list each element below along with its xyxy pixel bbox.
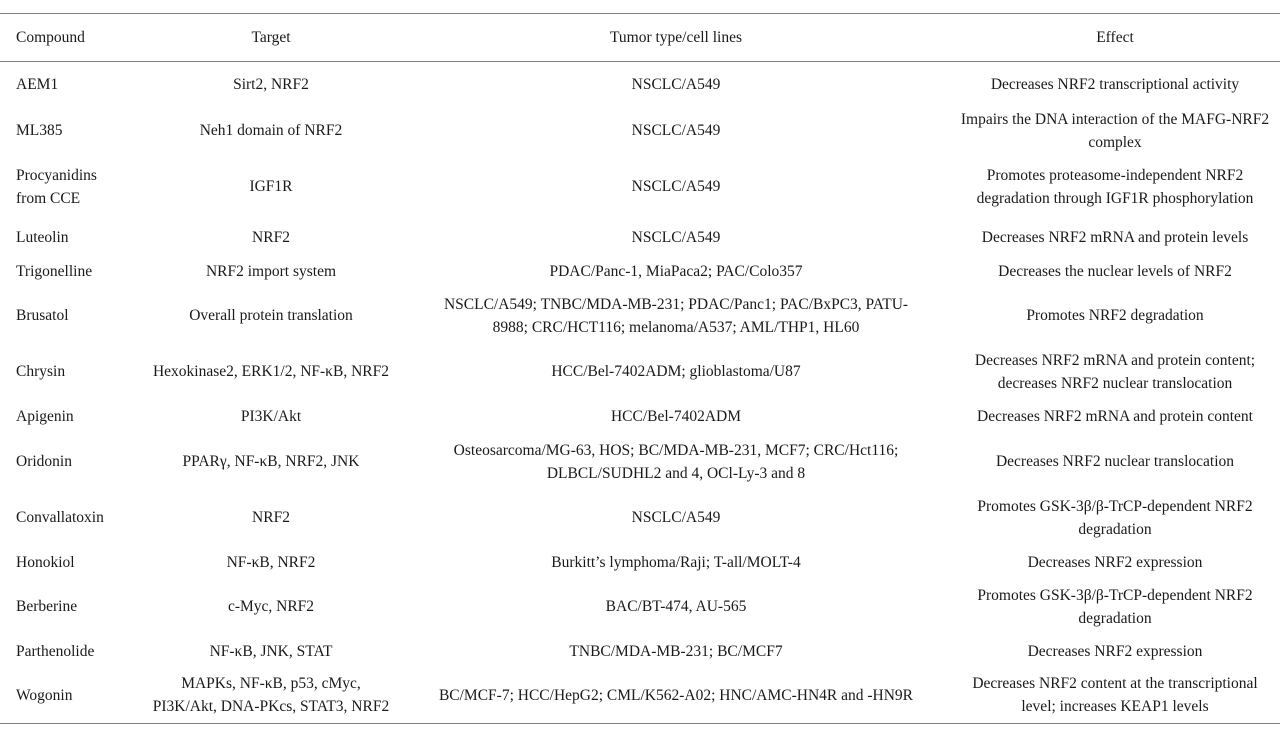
cell-target-line: NRF2 — [252, 509, 290, 526]
cell-effect — [934, 220, 1280, 255]
cell-target — [124, 668, 418, 724]
table-row — [0, 635, 1280, 668]
cell-tumor-line: BAC/BT-474, AU-565 — [605, 598, 747, 615]
cell-effect-line: Promotes GSK-3β/β-TrCP-dependent NRF2 — [977, 497, 1253, 515]
cell-effect-line: Decreases NRF2 mRNA and protein levels — [981, 228, 1249, 246]
table-row — [0, 255, 1280, 288]
cell-target-line: NRF2 — [252, 228, 290, 246]
cell-target-line: NF-κB, JNK, STAT — [209, 642, 333, 660]
cell-compound-line: Convallatoxin — [16, 509, 104, 526]
cell-compound-line: Wogonin — [16, 686, 73, 704]
table-header — [0, 14, 1280, 62]
cell-compound — [0, 546, 124, 579]
cell-tumor-line: BC/MCF-7; HCC/HepG2; CML/K562-A02; HNC/AMC-HN4R and -HN9R — [438, 686, 914, 704]
cell-effect-line: decreases NRF2 nuclear translocation — [997, 374, 1233, 392]
cell-effect-line: Decreases NRF2 content at the transcriptional — [972, 675, 1258, 693]
header-effect: Effect — [1096, 29, 1134, 46]
cell-effect-line: Decreases NRF2 nuclear translocation — [995, 453, 1234, 470]
cell-compound — [0, 108, 124, 154]
cell-tumor-line: NSCLC/A549 — [631, 178, 721, 195]
cell-effect — [934, 490, 1280, 546]
cell-tumor — [418, 400, 934, 434]
cell-target-line: PI3K/Akt, DNA-PKcs, STAT3, NRF2 — [152, 698, 390, 716]
cell-target-line: Hexokinase2, ERK1/2, NF-κB, NRF2 — [152, 363, 389, 380]
cell-tumor-line: Burkitt’s lymphoma/Raji; T-all/MOLT-4 — [551, 553, 801, 571]
cell-compound-line: from CCE — [16, 189, 81, 207]
cell-tumor-line: NSCLC/A549 — [631, 122, 721, 139]
cell-effect-line: Decreases NRF2 mRNA and protein content; — [974, 351, 1256, 369]
cell-target-line: PI3K/Akt — [240, 408, 302, 425]
table-body — [0, 62, 1280, 724]
cell-tumor-line: HCC/Bel-7402ADM; glioblastoma/U87 — [551, 363, 801, 380]
cell-compound-line: Parthenolide — [16, 642, 95, 660]
header-tumor: Tumor type/cell lines — [609, 29, 743, 46]
cell-compound — [0, 344, 124, 400]
header-compound: Compound — [16, 29, 85, 46]
cell-effect — [934, 344, 1280, 400]
cell-compound — [0, 154, 124, 220]
table-row — [0, 490, 1280, 546]
table-row — [0, 108, 1280, 154]
table-row — [0, 62, 1280, 108]
cell-target-line: Neh1 domain of NRF2 — [199, 122, 343, 139]
cell-effect-line: Impairs the DNA interaction of the MAFG-NRF2 — [960, 110, 1270, 128]
cell-compound — [0, 400, 124, 434]
cell-compound — [0, 434, 124, 490]
cell-target-line: IGF1R — [249, 178, 293, 195]
cell-effect-line: Promotes GSK-3β/β-TrCP-dependent NRF2 — [977, 586, 1253, 604]
cell-target-line: PPARγ, NF-κB, NRF2, JNK — [182, 453, 360, 470]
cell-compound-line: ML385 — [16, 122, 63, 139]
cell-tumor — [418, 62, 934, 108]
cell-target-line: MAPKs, NF-κB, p53, cMyc, — [181, 675, 361, 693]
cell-tumor-line: DLBCL/SUDHL2 and 4, OCl-Ly-3 and 8 — [546, 464, 806, 482]
cell-compound — [0, 220, 124, 255]
cell-effect-line: complex — [1088, 133, 1142, 151]
cell-effect-line: Decreases NRF2 mRNA and protein content — [977, 408, 1253, 425]
cell-effect-line: Decreases the nuclear levels of NRF2 — [998, 262, 1232, 280]
cell-target — [124, 220, 418, 255]
cell-effect-line: Decreases NRF2 expression — [1027, 553, 1203, 571]
cell-target — [124, 579, 418, 635]
cell-target — [124, 288, 418, 344]
cell-target — [124, 546, 418, 579]
cell-effect-line: Decreases NRF2 transcriptional activity — [990, 76, 1240, 94]
cell-tumor — [418, 108, 934, 154]
cell-target — [124, 255, 418, 288]
table-row — [0, 220, 1280, 255]
cell-tumor-line: TNBC/MDA-MB-231; BC/MCF7 — [569, 642, 783, 660]
cell-compound-line: Brusatol — [16, 307, 69, 324]
cell-compound — [0, 255, 124, 288]
cell-effect — [934, 108, 1280, 154]
cell-target-line: c-Myc, NRF2 — [227, 598, 315, 615]
cell-compound — [0, 490, 124, 546]
cell-compound-line: Procyanidins — [16, 166, 97, 184]
cell-tumor-line: NSCLC/A549 — [631, 228, 721, 246]
table-row — [0, 546, 1280, 579]
table-row — [0, 579, 1280, 635]
cell-tumor — [418, 579, 934, 635]
cell-target-line: NRF2 import system — [205, 262, 337, 280]
cell-tumor-line: Osteosarcoma/MG-63, HOS; BC/MDA-MB-231, MCF7; CRC/Hct116; — [453, 441, 899, 459]
cell-tumor-line: 8988; CRC/HCT116; melanoma/A537; AML/THP1, HL60 — [492, 318, 860, 336]
cell-target — [124, 400, 418, 434]
cell-effect-line: degradation through IGF1R phosphorylation — [976, 189, 1254, 207]
cell-tumor — [418, 220, 934, 255]
table-row — [0, 434, 1280, 490]
header-row — [0, 14, 1280, 62]
cell-compound-line: Luteolin — [16, 228, 69, 246]
cell-target-line: NF-κB, NRF2 — [226, 553, 316, 571]
cell-effect — [934, 288, 1280, 344]
table-row — [0, 344, 1280, 400]
cell-target — [124, 635, 418, 668]
cell-tumor — [418, 434, 934, 490]
cell-tumor-line: NSCLC/A549 — [631, 509, 721, 526]
cell-effect — [934, 255, 1280, 288]
cell-effect-line: level; increases KEAP1 levels — [1021, 698, 1209, 716]
cell-tumor — [418, 255, 934, 288]
cell-effect — [934, 154, 1280, 220]
cell-target — [124, 434, 418, 490]
cell-compound — [0, 288, 124, 344]
cell-compound — [0, 62, 124, 108]
cell-tumor-line: NSCLC/A549; TNBC/MDA-MB-231; PDAC/Panc1; PAC/BxPC3, PATU- — [443, 295, 909, 313]
table-row — [0, 668, 1280, 724]
cell-tumor-line: HCC/Bel-7402ADM — [610, 408, 742, 425]
cell-tumor — [418, 344, 934, 400]
cell-tumor-line: NSCLC/A549 — [631, 76, 721, 94]
cell-compound-line: Honokiol — [16, 553, 75, 571]
cell-target — [124, 154, 418, 220]
cell-target — [124, 344, 418, 400]
table-row — [0, 288, 1280, 344]
cell-effect — [934, 546, 1280, 579]
cell-effect-line: Decreases NRF2 expression — [1027, 642, 1203, 660]
table-row — [0, 154, 1280, 220]
cell-tumor — [418, 154, 934, 220]
cell-compound-line: Chrysin — [16, 363, 66, 380]
cell-target-line: Sirt2, NRF2 — [233, 76, 309, 94]
cell-compound-line: Apigenin — [16, 408, 74, 425]
cell-tumor — [418, 635, 934, 668]
table-row — [0, 400, 1280, 434]
cell-target-line: Overall protein translation — [189, 307, 353, 324]
cell-compound — [0, 579, 124, 635]
table-container — [0, 13, 1280, 724]
cell-effect-line: Promotes NRF2 degradation — [1026, 307, 1204, 324]
cell-effect-line: degradation — [1078, 609, 1152, 627]
cell-compound — [0, 668, 124, 724]
cell-tumor — [418, 288, 934, 344]
compound-table — [0, 13, 1280, 724]
cell-tumor — [418, 668, 934, 724]
cell-effect — [934, 434, 1280, 490]
cell-effect-line: degradation — [1078, 520, 1152, 538]
cell-tumor — [418, 490, 934, 546]
cell-target — [124, 108, 418, 154]
cell-compound-line: AEM1 — [16, 76, 59, 94]
cell-target — [124, 490, 418, 546]
cell-compound-line: Oridonin — [16, 453, 72, 470]
cell-compound-line: Trigonelline — [16, 262, 93, 280]
cell-target — [124, 62, 418, 108]
cell-effect — [934, 579, 1280, 635]
cell-effect — [934, 668, 1280, 724]
cell-effect — [934, 62, 1280, 108]
cell-compound — [0, 635, 124, 668]
header-target: Target — [251, 29, 291, 46]
cell-effect — [934, 635, 1280, 668]
cell-effect — [934, 400, 1280, 434]
cell-effect-line: Promotes proteasome-independent NRF2 — [986, 166, 1244, 184]
cell-tumor — [418, 546, 934, 579]
cell-compound-line: Berberine — [16, 598, 78, 615]
cell-tumor-line: PDAC/Panc-1, MiaPaca2; PAC/Colo357 — [549, 262, 803, 280]
